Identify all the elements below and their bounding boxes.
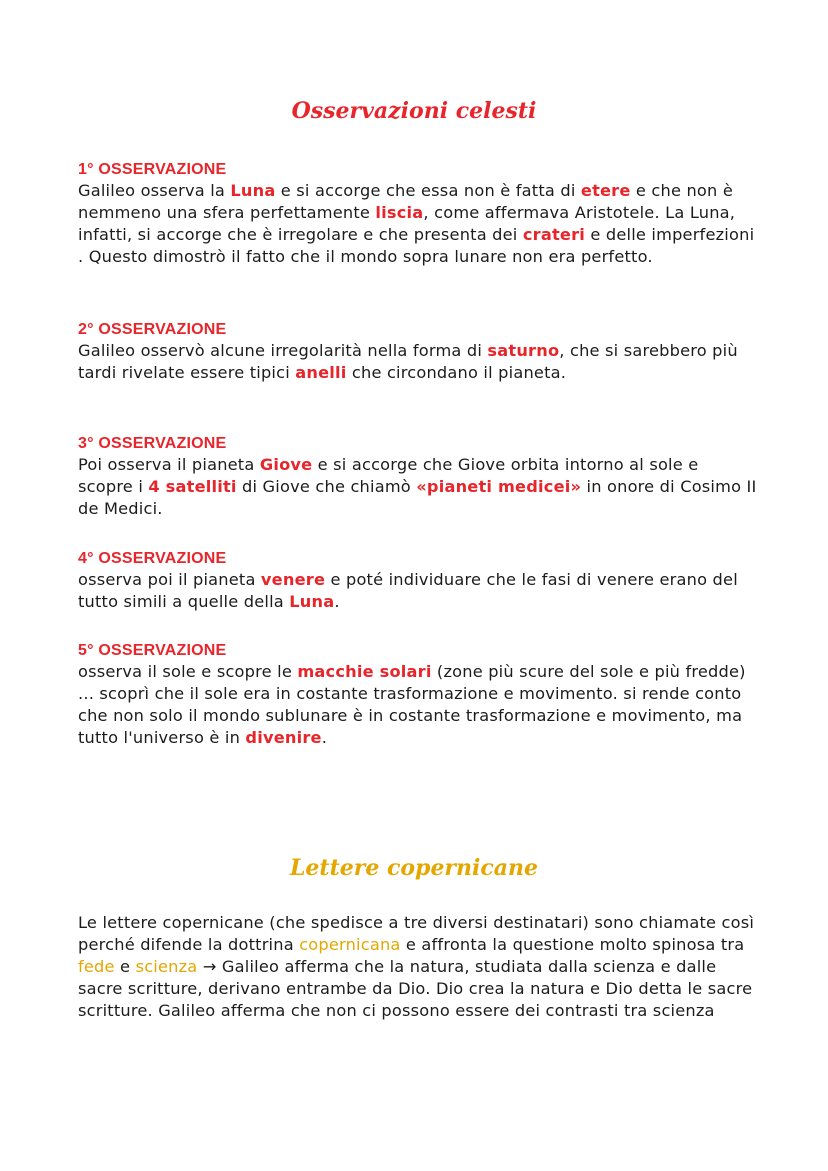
observation-5 [78,641,758,749]
observation-5-text: osserva il sole e scopre le macchie solari (zone più scure del sole e più fredde) ... scoprì che il sole era in costante trasformazione e movimento. si rende conto che non solo il mondo sublunare è in costante trasformazione e movimento, ma tutto l'universo è in divenire. [78,662,746,747]
section-title-letters: Lettere copernicane [289,855,539,881]
observation-2-text: Galileo osservò alcune irregolarità nella forma di saturno, che si sarebbero più tardi rivelate essere tipici anelli che circondano il pianeta. [78,341,738,382]
observation-3 [78,434,758,520]
observation-4-text: osserva poi il pianeta venere e poté individuare che le fasi di venere erano del tutto simili a quelle della Luna. [78,570,738,611]
observation-1-heading: 1° OSSERVAZIONE [78,161,227,178]
observation-1-text: Galileo osserva la Luna e si accorge che essa non è fatta di etere e che non è nemmeno una sfera perfettamente liscia, come affermava Aristotele. La Luna, infatti, si accorge che è irregolare e che presenta dei crateri e delle imperfezioni . Questo dimostrò il fatto che il mondo sopra lunare non era perfetto. [78,181,755,266]
page-title-observations: Osservazioni celesti [291,98,537,124]
observation-3-heading: 3° OSSERVAZIONE [78,435,227,452]
observation-4-heading: 4° OSSERVAZIONE [78,550,227,567]
observation-4 [78,549,758,613]
observation-5-heading: 5° OSSERVAZIONE [78,642,227,659]
observation-1 [78,160,758,268]
observation-2 [78,320,758,384]
letters-text: Le lettere copernicane (che spedisce a tre diversi destinatari) sono chiamate così perché difende la dottrina copernicana e affronta la questione molto spinosa tra fede e scienza → Galileo afferma che la natura, studiata dalla scienza e dalle sacre scritture, derivano entrambe da Dio. Dio crea la natura e Dio detta le sacre scritture. Galileo afferma che non ci possono essere dei contrasti tra scienza [78,913,755,1020]
observation-2-heading: 2° OSSERVAZIONE [78,321,227,338]
observation-3-text: Poi osserva il pianeta Giove e si accorge che Giove orbita intorno al sole e scopre i 4 satelliti di Giove che chiamò «pianeti medicei» in onore di Cosimo II de Medici. [78,455,757,518]
letters-section [78,912,758,1022]
